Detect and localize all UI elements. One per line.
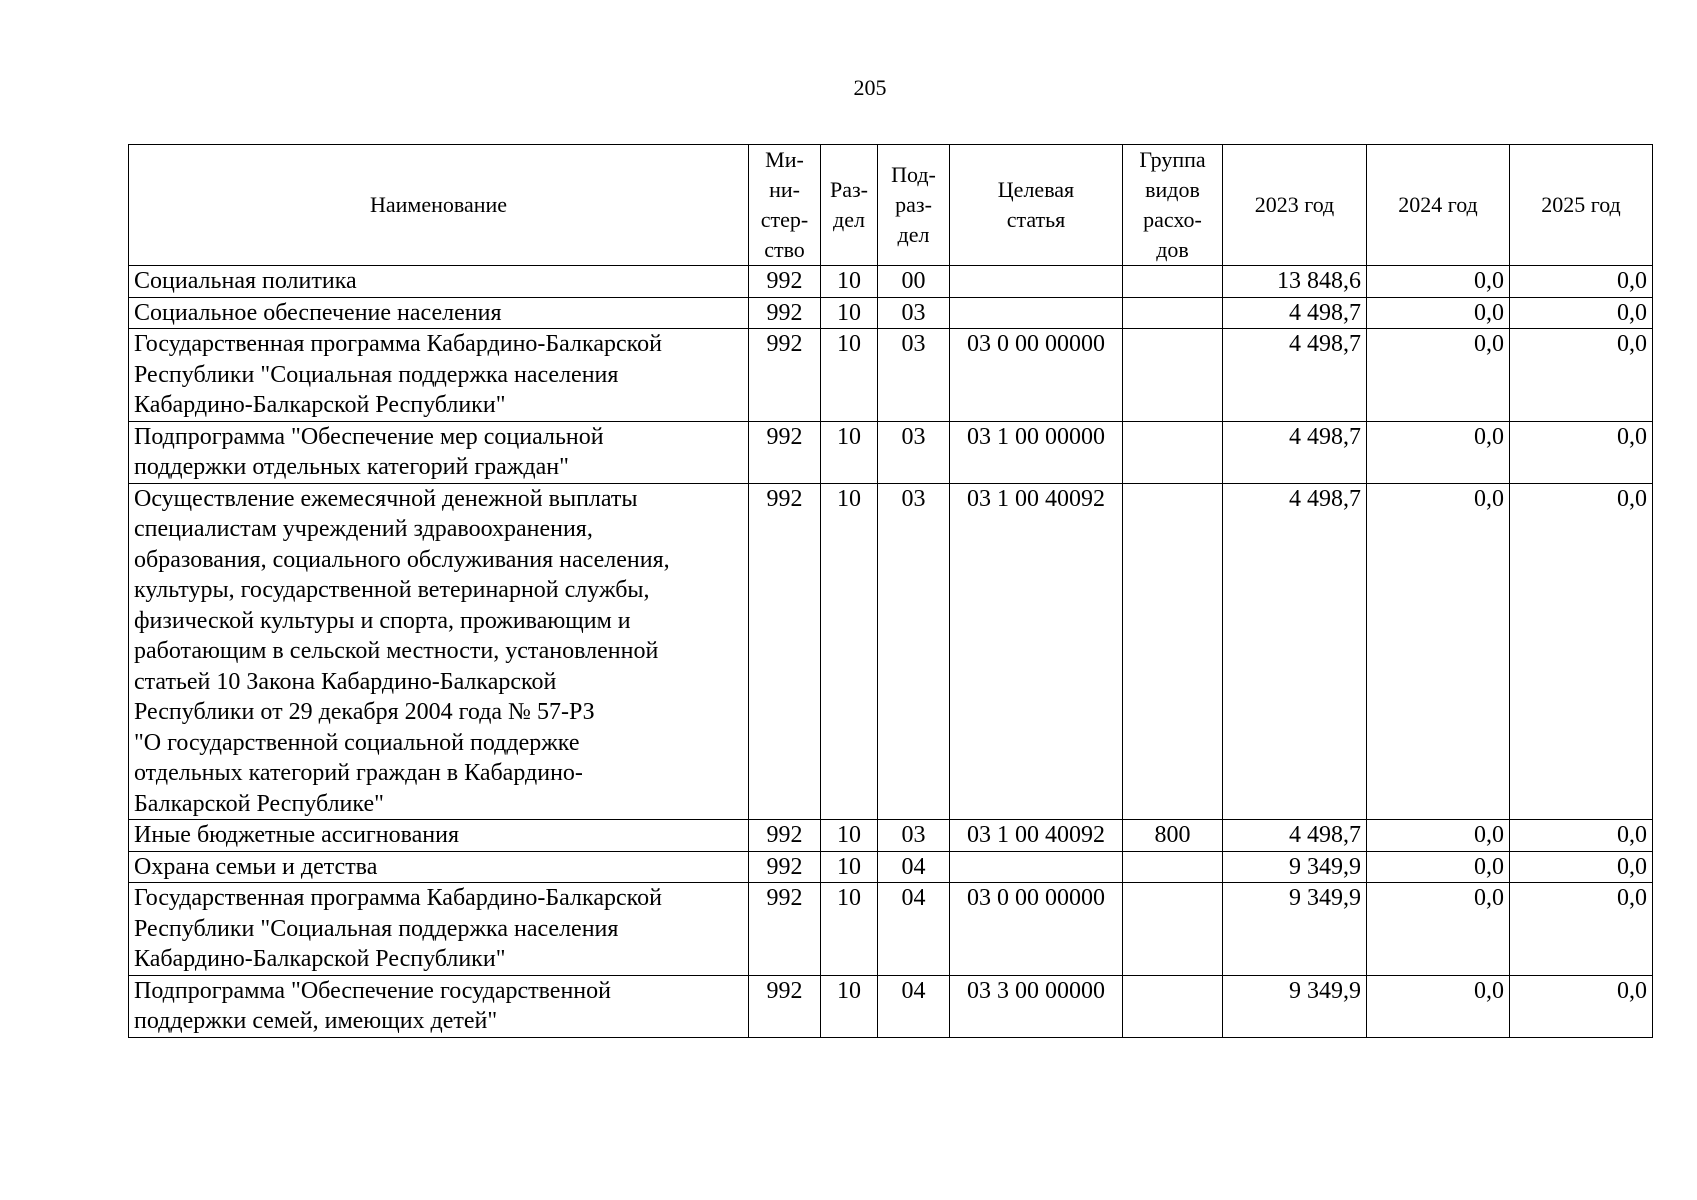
header-line: раз- xyxy=(895,192,932,217)
header-line: статья xyxy=(1006,207,1066,232)
cell-2023: 13 848,6 xyxy=(1223,266,1367,298)
cell-name-line: Подпрограмма "Обеспечение мер социальной xyxy=(134,423,604,450)
cell-name-line: Подпрограмма "Обеспечение государственной xyxy=(134,977,611,1004)
cell-section: 10 xyxy=(821,883,878,976)
cell-expense-group xyxy=(1123,975,1223,1037)
cell-ministry: 992 xyxy=(749,421,821,483)
cell-name-line: статьей 10 Закона Кабардино-Балкарской xyxy=(134,668,557,695)
table-row xyxy=(129,297,1653,329)
cell-name-line: Республики "Социальная поддержка населения xyxy=(134,361,619,388)
table-body xyxy=(129,266,1653,1038)
cell-section: 10 xyxy=(821,266,878,298)
cell-name-line: Кабардино-Балкарской Республики" xyxy=(134,946,506,972)
cell-target-article xyxy=(950,851,1123,883)
header-line: расхо- xyxy=(1143,207,1202,232)
cell-2024: 0,0 xyxy=(1367,266,1510,298)
header-2023: 2023 год xyxy=(1223,145,1367,266)
cell-subsection: 00 xyxy=(878,266,950,298)
cell-2025: 0,0 xyxy=(1510,975,1653,1037)
cell-2024: 0,0 xyxy=(1367,421,1510,483)
header-expense-group xyxy=(1123,145,1223,266)
cell-expense-group xyxy=(1123,297,1223,329)
cell-subsection: 04 xyxy=(878,975,950,1037)
cell-name xyxy=(129,329,749,422)
cell-expense-group xyxy=(1123,483,1223,820)
cell-section: 10 xyxy=(821,851,878,883)
cell-target-article: 03 1 00 40092 xyxy=(950,483,1123,820)
table-row xyxy=(129,421,1653,483)
cell-ministry: 992 xyxy=(749,297,821,329)
cell-target-article: 03 3 00 00000 xyxy=(950,975,1123,1037)
cell-ministry: 992 xyxy=(749,851,821,883)
cell-subsection: 03 xyxy=(878,421,950,483)
cell-2023: 9 349,9 xyxy=(1223,851,1367,883)
cell-subsection: 04 xyxy=(878,883,950,976)
cell-expense-group xyxy=(1123,421,1223,483)
cell-name xyxy=(129,483,749,820)
cell-name-line: Республики от 29 декабря 2004 года № 57-РЗ xyxy=(134,699,595,725)
header-name: Наименование xyxy=(129,145,749,266)
table-row xyxy=(129,820,1653,852)
cell-2025: 0,0 xyxy=(1510,266,1653,298)
cell-name-line: поддержки отдельных категорий граждан" xyxy=(134,454,569,480)
cell-name xyxy=(129,820,749,852)
cell-name-line: работающим в сельской местности, установленной xyxy=(134,638,659,664)
cell-ministry: 992 xyxy=(749,483,821,820)
cell-name-line: Осуществление ежемесячной денежной выплаты xyxy=(134,485,638,512)
table-row xyxy=(129,975,1653,1037)
cell-2023: 4 498,7 xyxy=(1223,820,1367,852)
header-section xyxy=(821,145,878,266)
cell-subsection: 03 xyxy=(878,483,950,820)
cell-ministry: 992 xyxy=(749,975,821,1037)
table-row xyxy=(129,483,1653,820)
cell-expense-group xyxy=(1123,266,1223,298)
header-line: дов xyxy=(1156,237,1189,262)
table-header-row xyxy=(129,145,1653,266)
cell-section: 10 xyxy=(821,975,878,1037)
header-subsection xyxy=(878,145,950,266)
cell-section: 10 xyxy=(821,820,878,852)
cell-2025: 0,0 xyxy=(1510,851,1653,883)
cell-target-article: 03 0 00 00000 xyxy=(950,329,1123,422)
header-line: ни- xyxy=(769,177,800,202)
cell-2023: 4 498,7 xyxy=(1223,483,1367,820)
cell-name-line: специалистам учреждений здравоохранения, xyxy=(134,516,593,542)
header-2024: 2024 год xyxy=(1367,145,1510,266)
cell-subsection: 03 xyxy=(878,329,950,422)
header-line: ство xyxy=(764,237,805,262)
header-line: видов xyxy=(1145,177,1200,202)
cell-2025: 0,0 xyxy=(1510,483,1653,820)
cell-target-article xyxy=(950,266,1123,298)
cell-section: 10 xyxy=(821,421,878,483)
cell-2023: 9 349,9 xyxy=(1223,883,1367,976)
cell-2023: 4 498,7 xyxy=(1223,329,1367,422)
cell-section: 10 xyxy=(821,483,878,820)
cell-2025: 0,0 xyxy=(1510,421,1653,483)
cell-name-line: Государственная программа Кабардино-Балкарской xyxy=(134,331,662,357)
table-row xyxy=(129,329,1653,422)
cell-2023: 9 349,9 xyxy=(1223,975,1367,1037)
cell-ministry: 992 xyxy=(749,329,821,422)
cell-expense-group xyxy=(1123,851,1223,883)
header-ministry xyxy=(749,145,821,266)
cell-name xyxy=(129,297,749,329)
cell-name-line: "О государственной социальной поддержке xyxy=(134,729,580,756)
page-number: 205 xyxy=(853,75,887,100)
cell-name-line: Кабардино-Балкарской Республики" xyxy=(134,392,506,418)
cell-name-line: физической культуры и спорта, проживающим и xyxy=(134,607,631,634)
cell-name-line: Балкарской Республике" xyxy=(134,790,384,817)
cell-subsection: 03 xyxy=(878,297,950,329)
cell-2025: 0,0 xyxy=(1510,820,1653,852)
cell-expense-group xyxy=(1123,883,1223,976)
cell-target-article xyxy=(950,297,1123,329)
cell-2024: 0,0 xyxy=(1367,851,1510,883)
cell-expense-group xyxy=(1123,329,1223,422)
header-target xyxy=(950,145,1123,266)
cell-name-line: культуры, государственной ветеринарной службы, xyxy=(134,577,650,603)
table-row xyxy=(129,851,1653,883)
cell-name-line: Республики "Социальная поддержка населения xyxy=(134,915,619,942)
cell-2024: 0,0 xyxy=(1367,483,1510,820)
cell-subsection: 04 xyxy=(878,851,950,883)
header-line: Целевая xyxy=(997,177,1075,202)
cell-2024: 0,0 xyxy=(1367,329,1510,422)
cell-name xyxy=(129,851,749,883)
cell-subsection: 03 xyxy=(878,820,950,852)
cell-name-line: Иные бюджетные ассигнования xyxy=(134,822,459,848)
cell-ministry: 992 xyxy=(749,266,821,298)
cell-2025: 0,0 xyxy=(1510,329,1653,422)
cell-section: 10 xyxy=(821,297,878,329)
header-line: стер- xyxy=(760,207,809,232)
cell-2025: 0,0 xyxy=(1510,297,1653,329)
cell-target-article: 03 1 00 40092 xyxy=(950,820,1123,852)
cell-name-line: образования, социального обслуживания населения, xyxy=(134,546,670,573)
cell-name xyxy=(129,883,749,976)
cell-name-line: отдельных категорий граждан в Кабардино- xyxy=(134,760,583,786)
header-line: дел xyxy=(833,207,865,232)
header-line: Под- xyxy=(891,162,936,187)
cell-2024: 0,0 xyxy=(1367,883,1510,976)
cell-2024: 0,0 xyxy=(1367,297,1510,329)
cell-2023: 4 498,7 xyxy=(1223,297,1367,329)
header-line: дел xyxy=(897,222,930,247)
header-line: Группа xyxy=(1139,147,1206,172)
cell-target-article: 03 1 00 00000 xyxy=(950,421,1123,483)
cell-ministry: 992 xyxy=(749,883,821,976)
cell-name-line: поддержки семей, имеющих детей" xyxy=(134,1008,498,1034)
cell-name-line: Охрана семьи и детства xyxy=(134,853,378,880)
table-row xyxy=(129,266,1653,298)
budget-table xyxy=(128,144,1653,1038)
cell-name-line: Социальная политика xyxy=(134,268,357,294)
cell-section: 10 xyxy=(821,329,878,422)
cell-2025: 0,0 xyxy=(1510,883,1653,976)
cell-2024: 0,0 xyxy=(1367,820,1510,852)
header-line: Ми- xyxy=(765,147,804,172)
cell-name-line: Государственная программа Кабардино-Балкарской xyxy=(134,885,662,911)
table-row xyxy=(129,883,1653,976)
header-line: Раз- xyxy=(829,177,869,202)
cell-target-article: 03 0 00 00000 xyxy=(950,883,1123,976)
cell-name xyxy=(129,975,749,1037)
cell-name-line: Социальное обеспечение населения xyxy=(134,299,502,326)
cell-name xyxy=(129,266,749,298)
cell-ministry: 992 xyxy=(749,820,821,852)
cell-expense-group: 800 xyxy=(1123,820,1223,852)
cell-2023: 4 498,7 xyxy=(1223,421,1367,483)
cell-name xyxy=(129,421,749,483)
cell-2024: 0,0 xyxy=(1367,975,1510,1037)
header-2025: 2025 год xyxy=(1510,145,1653,266)
